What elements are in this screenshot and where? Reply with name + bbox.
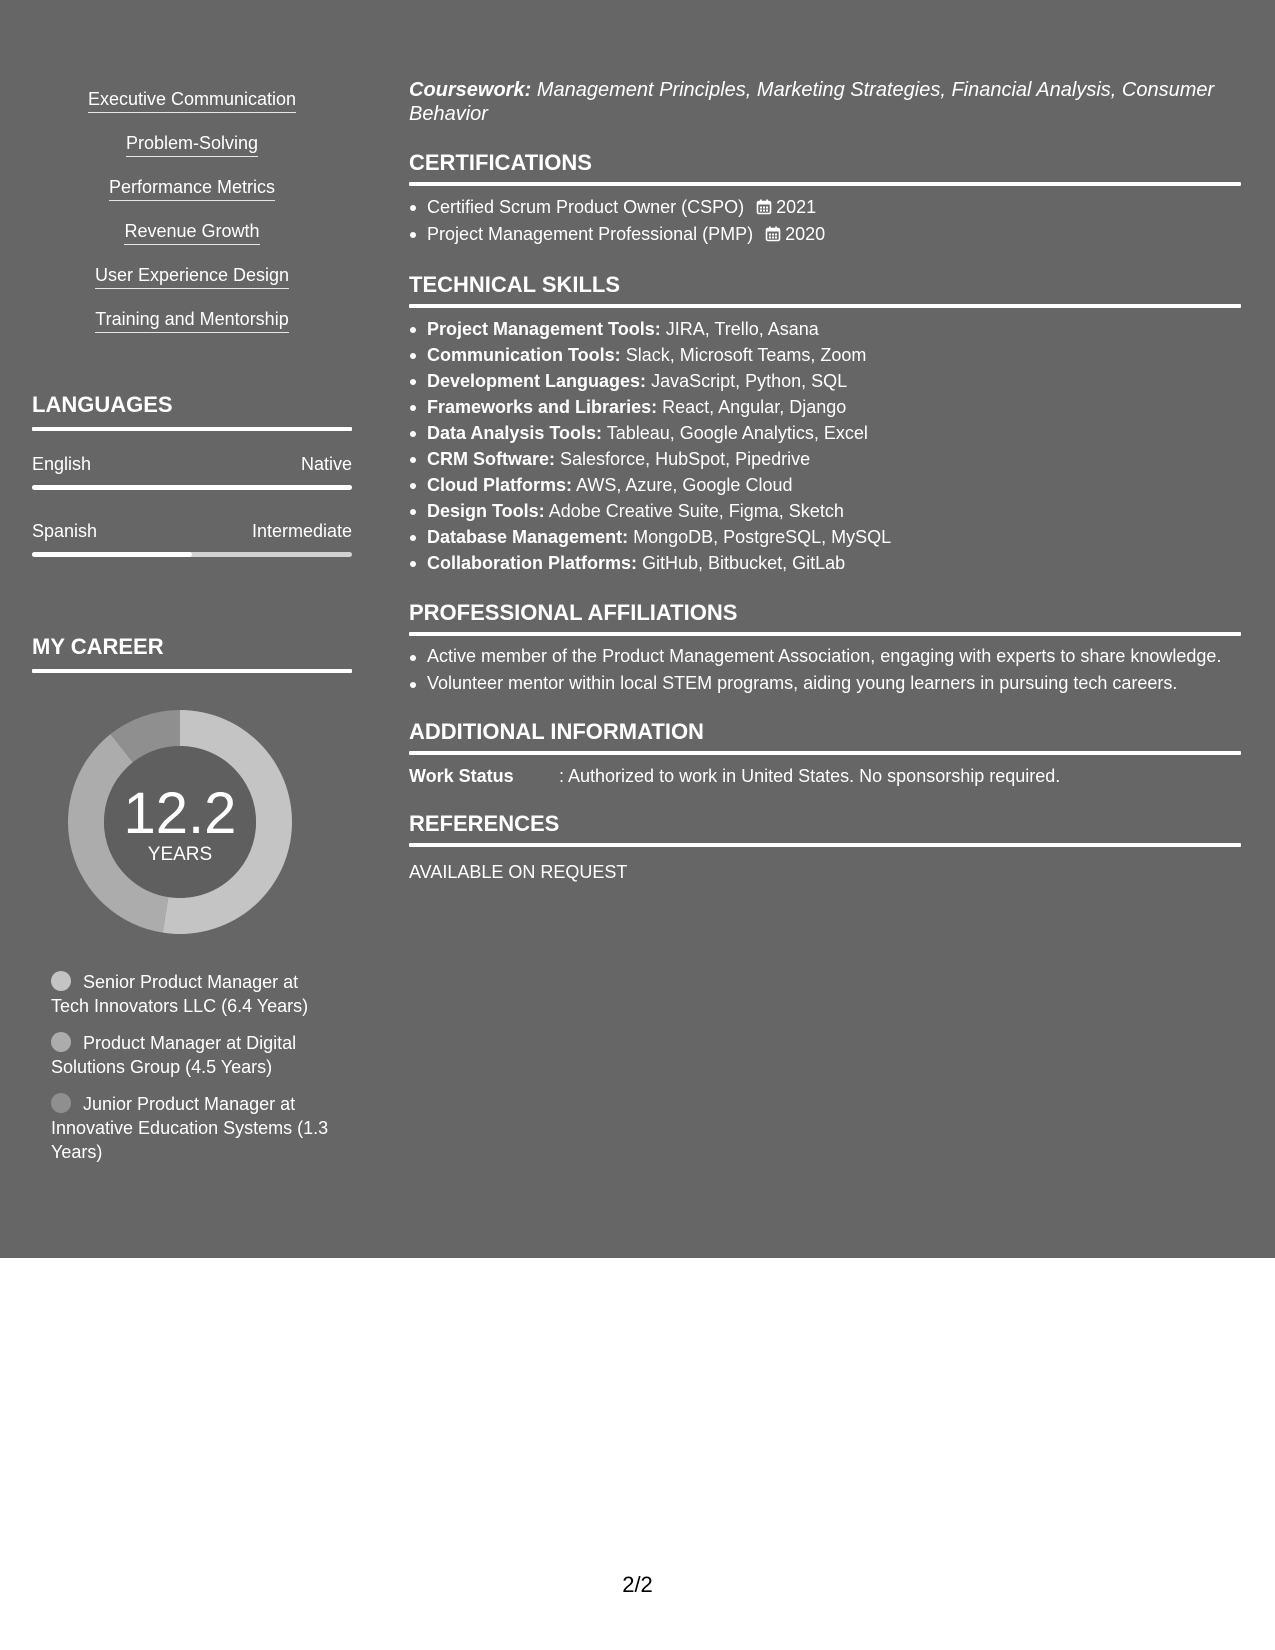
language-proficiency-fill xyxy=(32,485,352,490)
career-legend-item xyxy=(51,1031,331,1079)
technical-skill-item xyxy=(409,394,1241,420)
career-total-unit: YEARS xyxy=(147,844,213,865)
coursework-label: Coursework: xyxy=(409,79,532,101)
skill-values: AWS, Azure, Google Cloud xyxy=(576,475,793,495)
career-total-years: 12.2 xyxy=(123,781,237,846)
skill-category: Frameworks and Libraries: xyxy=(427,397,658,417)
skill-tag: Executive Communication xyxy=(88,88,296,113)
skill-category: Project Management Tools: xyxy=(427,319,661,339)
skill-values: JavaScript, Python, SQL xyxy=(651,371,848,391)
certification-year: 2020 xyxy=(785,224,826,244)
technical-skill-item xyxy=(409,446,1241,472)
calendar-icon xyxy=(765,226,781,242)
language-level: Intermediate xyxy=(251,521,352,541)
certification-year: 2021 xyxy=(776,197,817,217)
certification-item xyxy=(409,221,1241,248)
references-heading: REFERENCES xyxy=(409,811,560,836)
skill-tag: Performance Metrics xyxy=(109,176,275,201)
skill-values: Salesforce, HubSpot, Pipedrive xyxy=(560,449,811,469)
language-proficiency-bar xyxy=(32,485,352,490)
legend-dot xyxy=(51,971,71,991)
skill-values: React, Angular, Django xyxy=(662,397,847,417)
skill-values: Slack, Microsoft Teams, Zoom xyxy=(625,345,867,365)
technical-skill-item xyxy=(409,368,1241,394)
skill-category: CRM Software: xyxy=(427,449,556,469)
additional-info-section xyxy=(409,719,1241,787)
affiliations-section xyxy=(409,600,1241,695)
right-column xyxy=(409,78,1241,883)
skill-category: Cloud Platforms: xyxy=(427,475,573,495)
affiliations-list xyxy=(409,644,1241,695)
additional-info-heading: ADDITIONAL INFORMATION xyxy=(409,719,704,744)
section-divider xyxy=(32,669,352,673)
affiliation-item: Volunteer mentor within local STEM programs, aiding young learners in pursuing tech careers. xyxy=(409,671,1241,695)
languages-heading: LANGUAGES xyxy=(32,392,173,417)
certifications-heading: CERTIFICATIONS xyxy=(409,150,592,175)
language-item xyxy=(32,520,352,557)
skills-list xyxy=(32,88,352,333)
skill-tag: Problem-Solving xyxy=(126,132,258,157)
section-divider xyxy=(409,843,1241,847)
language-name: English xyxy=(32,454,92,474)
career-section xyxy=(32,634,352,1162)
section-divider xyxy=(32,427,352,431)
language-proficiency-bar xyxy=(32,552,352,557)
affiliation-item: Active member of the Product Management Association, engaging with experts to share knowledge. xyxy=(409,644,1241,668)
skill-values: Adobe Creative Suite, Figma, Sketch xyxy=(548,501,844,521)
skill-tag: User Experience Design xyxy=(95,264,289,289)
skill-values: Tableau, Google Analytics, Excel xyxy=(606,423,868,443)
language-level: Native xyxy=(300,454,352,474)
certification-name: Certified Scrum Product Owner (CSPO) xyxy=(427,197,745,217)
section-divider xyxy=(409,304,1241,308)
skill-values: JIRA, Trello, Asana xyxy=(665,319,819,339)
certification-item xyxy=(409,194,1241,221)
certifications-section xyxy=(409,150,1241,248)
language-name: Spanish xyxy=(32,521,98,541)
legend-dot xyxy=(51,1093,71,1113)
references-text: AVAILABLE ON REQUEST xyxy=(409,862,628,882)
work-status-row xyxy=(409,765,1241,787)
career-donut-chart xyxy=(68,710,292,934)
work-status-label: Work Status xyxy=(409,766,514,786)
career-heading: MY CAREER xyxy=(32,634,164,659)
coursework xyxy=(409,78,1241,126)
language-proficiency-fill xyxy=(32,552,192,557)
skill-category: Database Management: xyxy=(427,527,629,547)
work-status-value: : Authorized to work in United States. No sponsorship required. xyxy=(559,766,1061,786)
references-section xyxy=(409,811,1241,883)
technical-skill-item xyxy=(409,524,1241,550)
career-legend-label: Junior Product Manager at Innovative Education Systems (1.3 Years) xyxy=(51,1094,329,1162)
section-divider xyxy=(409,182,1241,186)
languages-section xyxy=(32,392,352,557)
technical-skill-item xyxy=(409,550,1241,576)
certification-name: Project Management Professional (PMP) xyxy=(427,224,754,244)
skill-tag: Revenue Growth xyxy=(124,220,259,245)
section-divider xyxy=(409,751,1241,755)
career-legend-label: Product Manager at Digital Solutions Group (4.5 Years) xyxy=(51,1033,297,1077)
technical-skill-item xyxy=(409,498,1241,524)
career-legend-item xyxy=(51,1092,331,1164)
career-legend-item xyxy=(51,970,331,1018)
technical-skill-item xyxy=(409,472,1241,498)
skill-tag: Training and Mentorship xyxy=(95,308,288,333)
page-number: 2/2 xyxy=(622,1572,653,1597)
skill-category: Collaboration Platforms: xyxy=(427,553,638,573)
technical-skills-list xyxy=(409,316,1241,576)
skill-category: Data Analysis Tools: xyxy=(427,423,603,443)
skill-category: Design Tools: xyxy=(427,501,545,521)
skill-values: MongoDB, PostgreSQL, MySQL xyxy=(633,527,892,547)
skill-category: Development Languages: xyxy=(427,371,647,391)
calendar-icon xyxy=(756,199,772,215)
affiliations-heading: PROFESSIONAL AFFILIATIONS xyxy=(409,600,738,625)
career-legend xyxy=(51,970,331,1164)
certifications-list xyxy=(409,194,1241,248)
career-legend-label: Senior Product Manager at Tech Innovators LLC (6.4 Years) xyxy=(51,972,309,1016)
legend-dot xyxy=(51,1032,71,1052)
coursework-text: Management Principles, Marketing Strategies, Financial Analysis, Consumer Behavior xyxy=(409,79,1215,125)
technical-skills-heading: TECHNICAL SKILLS xyxy=(409,272,621,297)
section-divider xyxy=(409,632,1241,636)
skill-category: Communication Tools: xyxy=(427,345,621,365)
technical-skills-section xyxy=(409,272,1241,576)
technical-skill-item xyxy=(409,342,1241,368)
language-item xyxy=(32,453,352,490)
technical-skill-item xyxy=(409,316,1241,342)
skill-values: GitHub, Bitbucket, GitLab xyxy=(642,553,846,573)
technical-skill-item xyxy=(409,420,1241,446)
